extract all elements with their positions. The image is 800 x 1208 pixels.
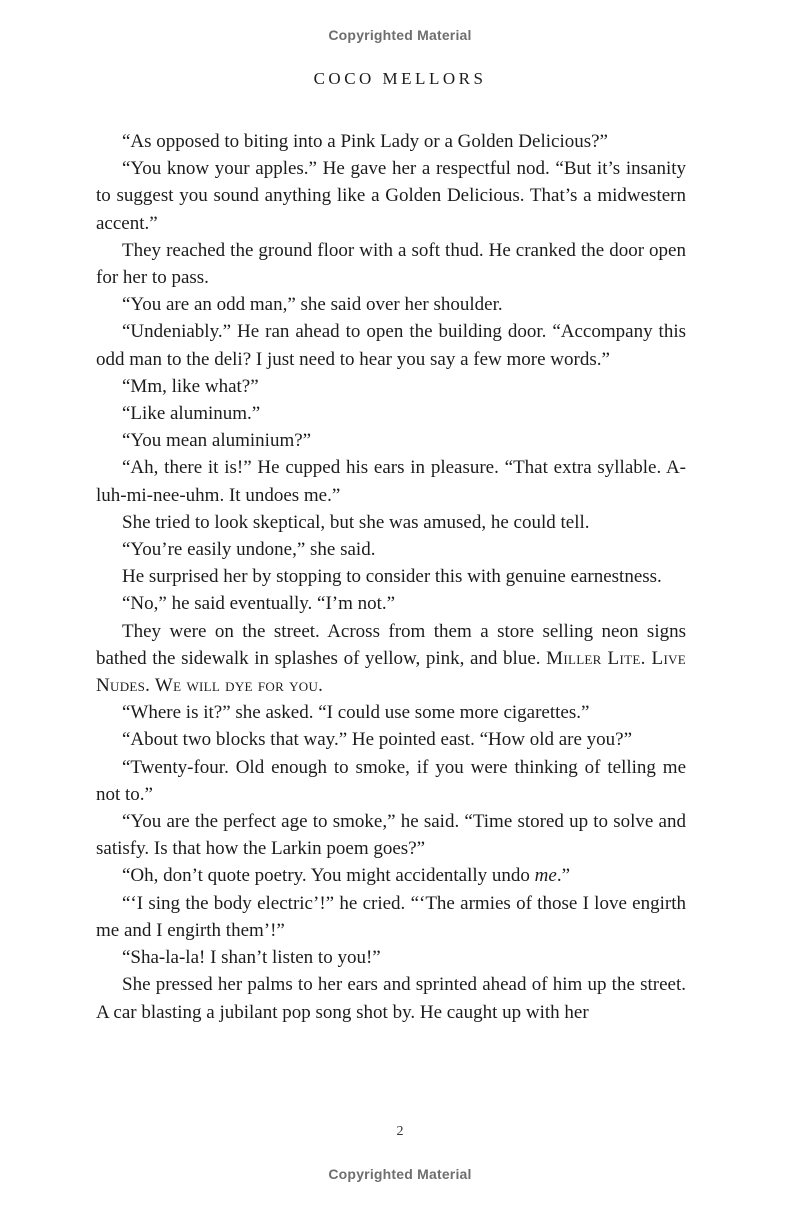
text-segment: They reached the ground floor with a soft thud. He cranked the door open for her to pass. — [96, 239, 686, 289]
paragraph — [96, 536, 686, 563]
paragraph — [96, 808, 686, 862]
text-segment: “You know your apples.” He gave her a respectful nod. “But it’s insanity to suggest you sound anything like a Golden Delicious. That’s a midwestern accent.” — [96, 158, 686, 234]
paragraph — [96, 291, 686, 318]
paragraph — [96, 590, 686, 617]
text-segment: “Where is it?” she asked. “I could use some more cigarettes.” — [122, 702, 590, 724]
text-segment: “You are an odd man,” she said over her shoulder. — [122, 294, 503, 316]
text-segment: “Undeniably.” He ran ahead to open the building door. “Accompany this odd man to the deli? I just need to hear you say a few more words.” — [96, 321, 686, 370]
text-segment: “‘I sing the body electric’!” he cried. “‘The armies of those I love engirth me and I engirth them’!” — [96, 892, 686, 941]
paragraph — [96, 237, 686, 291]
text-segment: “About two blocks that way.” He pointed east. “How old are you?” — [122, 729, 633, 751]
paragraph — [96, 509, 686, 536]
text-segment: “You are the perfect age to smoke,” he said. “Time stored up to solve and satisfy. Is that how the Larkin poem goes?” — [96, 811, 686, 860]
paragraph — [96, 128, 686, 155]
page-body — [96, 128, 686, 1026]
text-segment: “Mm, like what?” — [122, 375, 259, 397]
text-segment-italic: me — [534, 865, 557, 887]
text-segment: She pressed her palms to her ears and sprinted ahead of him up the street. A car blasting a jubilant pop song shot by. He caught up with her — [96, 974, 686, 1023]
text-segment: “Twenty-four. Old enough to smoke, if you were thinking of telling me not to.” — [96, 756, 686, 805]
paragraph — [96, 155, 686, 237]
text-segment: She tried to look skeptical, but she was amused, he could tell. — [122, 511, 590, 533]
paragraph — [96, 890, 686, 944]
paragraph — [96, 944, 686, 971]
paragraph — [96, 400, 686, 427]
paragraph — [96, 726, 686, 753]
copyright-notice-top: Copyrighted Material — [328, 27, 472, 43]
text-segment: “Sha-la-la! I shan’t listen to you!” — [122, 947, 381, 969]
text-segment: He surprised her by stopping to consider this with genuine earnestness. — [122, 566, 662, 588]
text-segment: “You’re easily undone,” she said. — [122, 539, 376, 561]
copyright-notice-bottom: Copyrighted Material — [328, 1166, 472, 1182]
text-segment: They were on the street. Across from them a store selling neon signs bathed the sidewalk in splashes of yellow, pink, and blue. — [96, 620, 686, 669]
text-segment: “As opposed to biting into a Pink Lady or a Golden Delicious?” — [122, 131, 608, 152]
paragraph — [96, 862, 686, 889]
text-segment: “No,” he said eventually. “I’m not.” — [122, 593, 396, 615]
paragraph — [96, 754, 686, 808]
text-segment: .” — [556, 865, 571, 887]
paragraph — [96, 454, 686, 508]
paragraph — [96, 427, 686, 454]
paragraph — [96, 971, 686, 1025]
text-segment: “Like aluminum.” — [122, 403, 261, 425]
paragraph — [96, 318, 686, 372]
running-header-author: COCO MELLORS — [313, 69, 487, 88]
paragraph — [96, 563, 686, 590]
paragraph — [96, 699, 686, 726]
paragraph — [96, 373, 686, 400]
text-segment: “Ah, there it is!” He cupped his ears in pleasure. “That extra syllable. A-luh-mi-nee-uhm. It undoes me.” — [96, 457, 686, 506]
text-segment: “Oh, don’t quote poetry. You might accidentally undo — [122, 865, 535, 887]
text-segment: “You mean aluminium?” — [122, 430, 312, 452]
page-number: 2 — [396, 1124, 404, 1139]
paragraph — [96, 618, 686, 700]
text-segment-smallcaps: Miller Lite. Live Nudes. We will dye for you. — [96, 647, 686, 697]
